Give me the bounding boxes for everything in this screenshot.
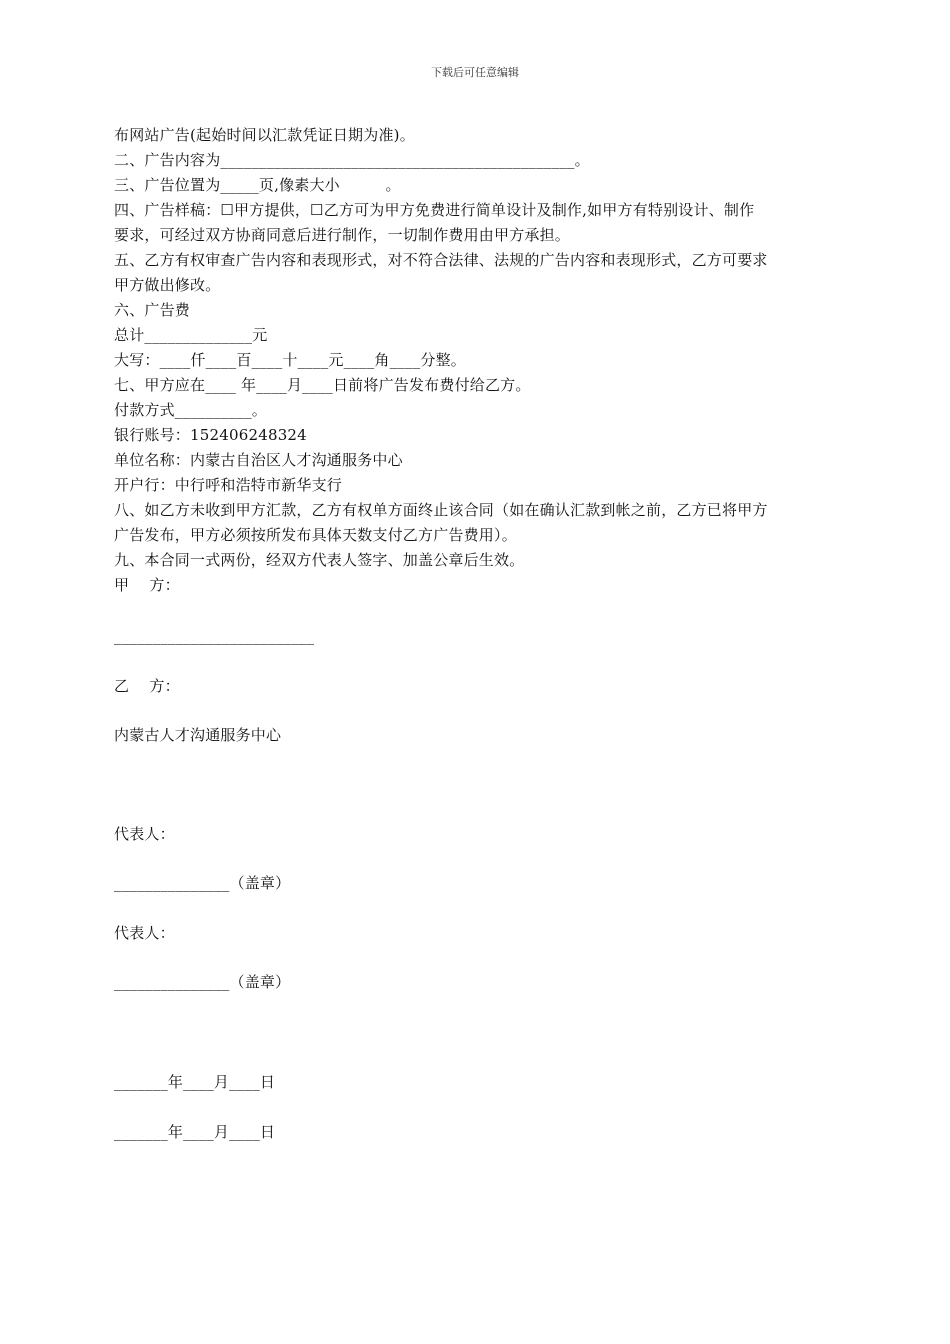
clause-7-payment-date: 七、甲方应在____ 年____月____日前将广告发布费付给乙方。 (114, 376, 531, 394)
clause-4-continuation: 要求，可经过双方协商同意后进行制作，一切制作费用由甲方承担。 (114, 226, 571, 244)
clause-6-ad-fee: 六、广告费 (114, 301, 191, 319)
date-line-1: _______年____月____日 (114, 1073, 276, 1091)
seal-line-1: _______________（盖章） (114, 874, 291, 892)
party-a-signature-line: __________________________ (114, 627, 315, 645)
date-line-2: _______年____月____日 (114, 1123, 276, 1141)
party-b-name: 内蒙古人才沟通服务中心 (114, 726, 282, 744)
party-a-label: 甲 方： (114, 576, 180, 594)
seal-line-2: _______________（盖章） (114, 973, 291, 991)
clause-8-continuation: 广告发布，甲方必须按所发布具体天数支付乙方广告费用）。 (114, 526, 517, 544)
bank-account: 银行账号：152406248324 (114, 426, 307, 444)
clause-2-ad-content: 二、广告内容为______________________________________________。 (114, 151, 590, 169)
representative-label-1: 代表人： (114, 825, 175, 843)
bank-branch: 开户行：中行呼和浩特市新华支行 (114, 476, 343, 494)
clause-8-termination: 八、如乙方未收到甲方汇款，乙方有权单方面终止该合同（如在确认汇款到帐之前，乙方已将甲方 (114, 501, 768, 519)
representative-label-2: 代表人： (114, 924, 175, 942)
fee-total: 总计______________元 (114, 326, 268, 344)
party-b-label: 乙 方： (114, 677, 180, 695)
clause-1-continuation: 布网站广告(起始时间以汇款凭证日期为准)。 (114, 126, 415, 144)
clause-3-ad-position: 三、广告位置为_____页,像素大小 。 (114, 176, 401, 194)
clause-5-continuation: 甲方做出修改。 (114, 276, 221, 294)
page-header: 下载后可任意编辑 (431, 66, 519, 79)
payment-method: 付款方式__________。 (114, 401, 268, 419)
fee-in-words: 大写：____仟____百____十____元____角____分整。 (114, 351, 467, 369)
clause-9-effect: 九、本合同一式两份，经双方代表人签字、加盖公章后生效。 (114, 551, 525, 569)
clause-5-review: 五、乙方有权审查广告内容和表现形式，对不符合法律、法规的广告内容和表现形式，乙方可要求 (114, 251, 768, 269)
company-name: 单位名称：内蒙古自治区人才沟通服务中心 (114, 451, 403, 469)
clause-4-ad-draft: 四、广告样稿：☐甲方提供，☐乙方可为甲方免费进行简单设计及制作,如甲方有特别设计、制作 (114, 201, 755, 219)
